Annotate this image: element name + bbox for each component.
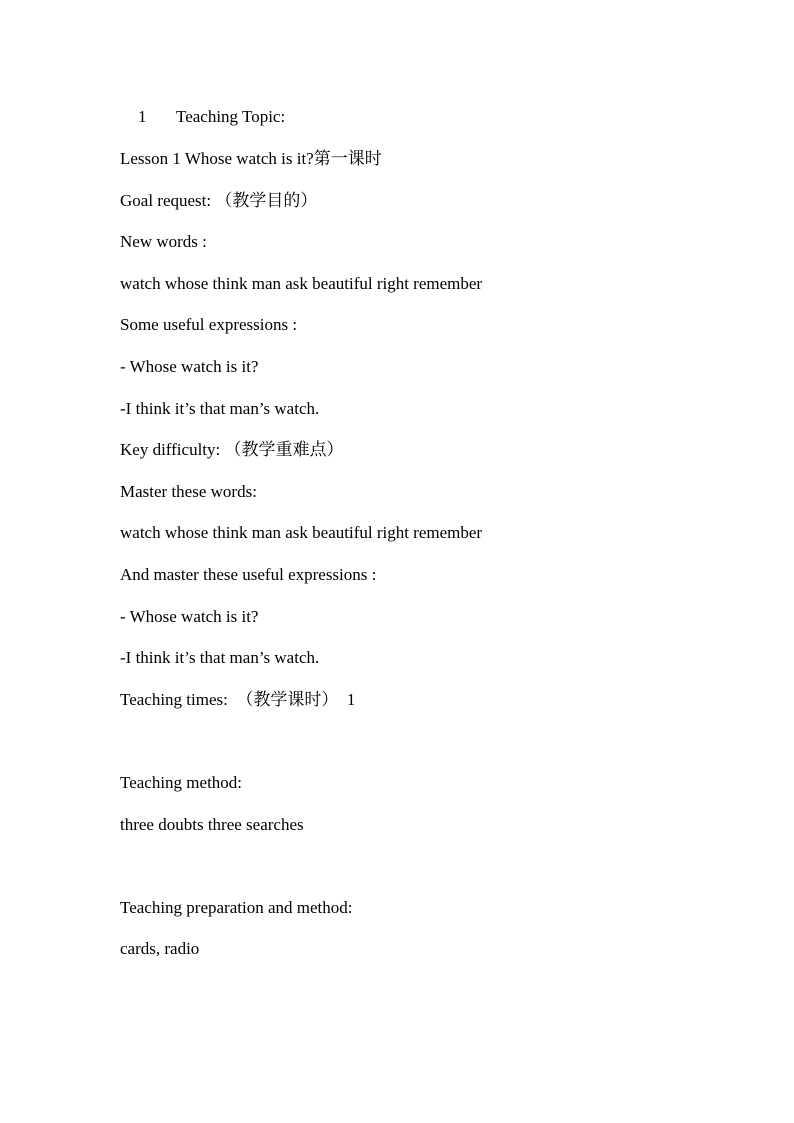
- teaching-method-text: three doubts three searches: [120, 815, 304, 834]
- master-words-list: watch whose think man ask beautiful right remember: [120, 523, 483, 542]
- expression-line: - Whose watch is it?: [120, 357, 259, 376]
- new-words-heading: New words :: [120, 232, 207, 251]
- expression-line: - Whose watch is it?: [120, 607, 259, 626]
- lesson-title-line: Lesson 1 Whose watch is it?第一课时: [120, 149, 382, 168]
- master-words-heading: Master these words:: [120, 482, 257, 501]
- teaching-method-heading: Teaching method:: [120, 773, 243, 792]
- section-number: 1: [138, 107, 147, 126]
- master-expressions-heading: And master these useful expressions :: [120, 565, 377, 584]
- teaching-times-line: Teaching times: （教学课时） 1: [120, 690, 356, 709]
- preparation-text: cards, radio: [120, 939, 200, 958]
- useful-expressions-heading: Some useful expressions :: [120, 315, 298, 334]
- key-difficulty-heading: Key difficulty: （教学重难点）: [120, 440, 344, 459]
- goal-request-heading: Goal request: （教学目的）: [120, 191, 318, 210]
- section-title: Teaching Topic:: [176, 107, 286, 126]
- expression-line: -I think it’s that man’s watch.: [120, 399, 320, 418]
- expression-line: -I think it’s that man’s watch.: [120, 648, 320, 667]
- preparation-heading: Teaching preparation and method:: [120, 898, 353, 917]
- new-words-list: watch whose think man ask beautiful right remember: [120, 274, 483, 293]
